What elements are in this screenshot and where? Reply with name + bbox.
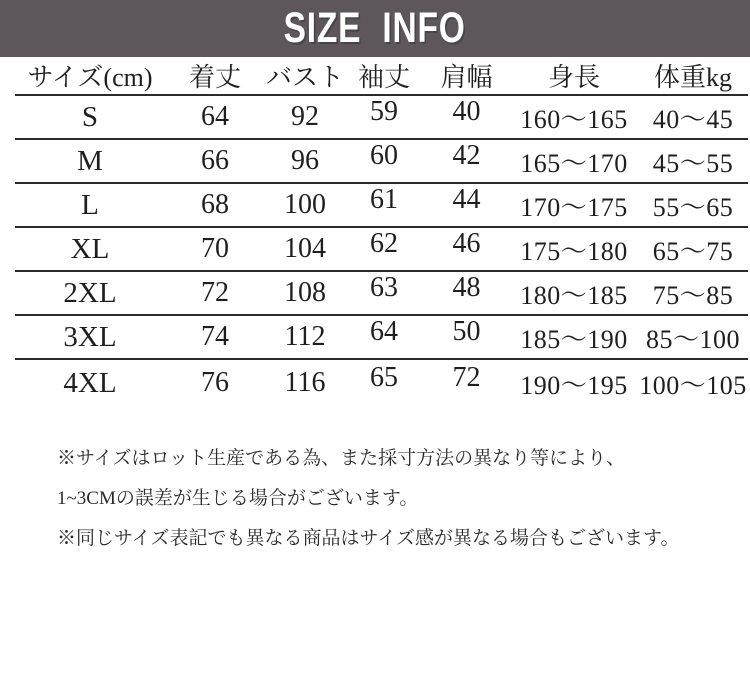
body-length-value: 68 [165, 183, 265, 227]
sleeve-length-value: 65 [370, 362, 398, 393]
body-length-value: 66 [165, 139, 265, 183]
weight-range-value: 45〜55 [638, 139, 748, 183]
size-row-l [15, 183, 748, 227]
col-header-height: 身長 [510, 57, 638, 95]
body-length-value: 70 [165, 227, 265, 271]
col-header-size: サイズ(cm) [15, 57, 165, 95]
weight-range-value: 75〜85 [638, 271, 748, 315]
height-range-value: 190〜195 [520, 370, 628, 400]
note-measurement-tolerance: 1~3CMの誤差が生じる場合がございます。 [57, 488, 419, 509]
page-title: SIZE INFO [284, 4, 466, 52]
sleeve-length-value: 63 [345, 271, 423, 315]
bust-value: 96 [265, 139, 345, 183]
weight-range-value: 65〜75 [638, 227, 748, 271]
shoulder-width-value: 44 [423, 183, 510, 227]
size-label: S [15, 95, 165, 139]
sleeve-length-value: 60 [345, 139, 423, 183]
note-lot-production: ※サイズはロット生産である為、また採寸方法の異なり等により、 [57, 448, 626, 469]
height-range-value: 170〜175 [510, 183, 638, 227]
size-label: M [15, 139, 165, 183]
sleeve-length-value: 59 [345, 95, 423, 139]
size-label: 3XL [15, 315, 165, 359]
size-row-xl [15, 227, 748, 271]
bust-value: 112 [265, 315, 345, 359]
height-range-value: 185〜190 [510, 315, 638, 359]
col-header-sleeve-length: 袖丈 [345, 57, 423, 95]
size-notes [57, 447, 750, 550]
weight-range-value: 85〜100 [638, 315, 748, 359]
size-row-4xl [15, 359, 748, 406]
shoulder-width-value: 46 [423, 227, 510, 271]
body-length-value: 64 [165, 95, 265, 139]
header-row [15, 57, 748, 95]
shoulder-width-value: 42 [423, 139, 510, 183]
size-row-3xl [15, 315, 748, 359]
body-length-value: 76 [201, 367, 229, 398]
note-size-feel-difference: ※同じサイズ表記でも異なる商品はサイズ感が異なる場合もございます。 [57, 528, 680, 549]
body-length-value: 74 [165, 315, 265, 359]
bust-value: 104 [265, 227, 345, 271]
size-row-s [15, 95, 748, 139]
size-row-2xl [15, 271, 748, 315]
shoulder-width-value: 48 [423, 271, 510, 315]
col-header-weight: 体重kg [638, 57, 748, 95]
col-header-shoulder-width: 肩幅 [423, 57, 510, 95]
weight-range-value: 40〜45 [638, 95, 748, 139]
bust-value: 100 [265, 183, 345, 227]
bust-value: 108 [265, 271, 345, 315]
height-range-value: 165〜170 [510, 139, 638, 183]
sleeve-length-value: 62 [345, 227, 423, 271]
shoulder-width-value: 72 [452, 362, 481, 393]
height-range-value: 175〜180 [510, 227, 638, 271]
sleeve-length-value: 61 [345, 183, 423, 227]
height-range-value: 160〜165 [510, 95, 638, 139]
size-table [15, 57, 748, 406]
body-length-value: 72 [165, 271, 265, 315]
col-header-body-length: 着丈 [165, 57, 265, 95]
header-banner [0, 0, 750, 57]
bust-value: 116 [284, 367, 326, 398]
size-row-m [15, 139, 748, 183]
weight-range-value: 100〜105 [639, 370, 747, 400]
size-label: XL [15, 227, 165, 271]
bust-value: 92 [265, 95, 345, 139]
size-label: 4XL [63, 366, 117, 399]
shoulder-width-value: 50 [423, 315, 510, 359]
size-label: L [15, 183, 165, 227]
shoulder-width-value: 40 [423, 95, 510, 139]
sleeve-length-value: 64 [345, 315, 423, 359]
weight-range-value: 55〜65 [638, 183, 748, 227]
size-label: 2XL [15, 271, 165, 315]
height-range-value: 180〜185 [510, 271, 638, 315]
col-header-bust: バスト [265, 57, 345, 95]
